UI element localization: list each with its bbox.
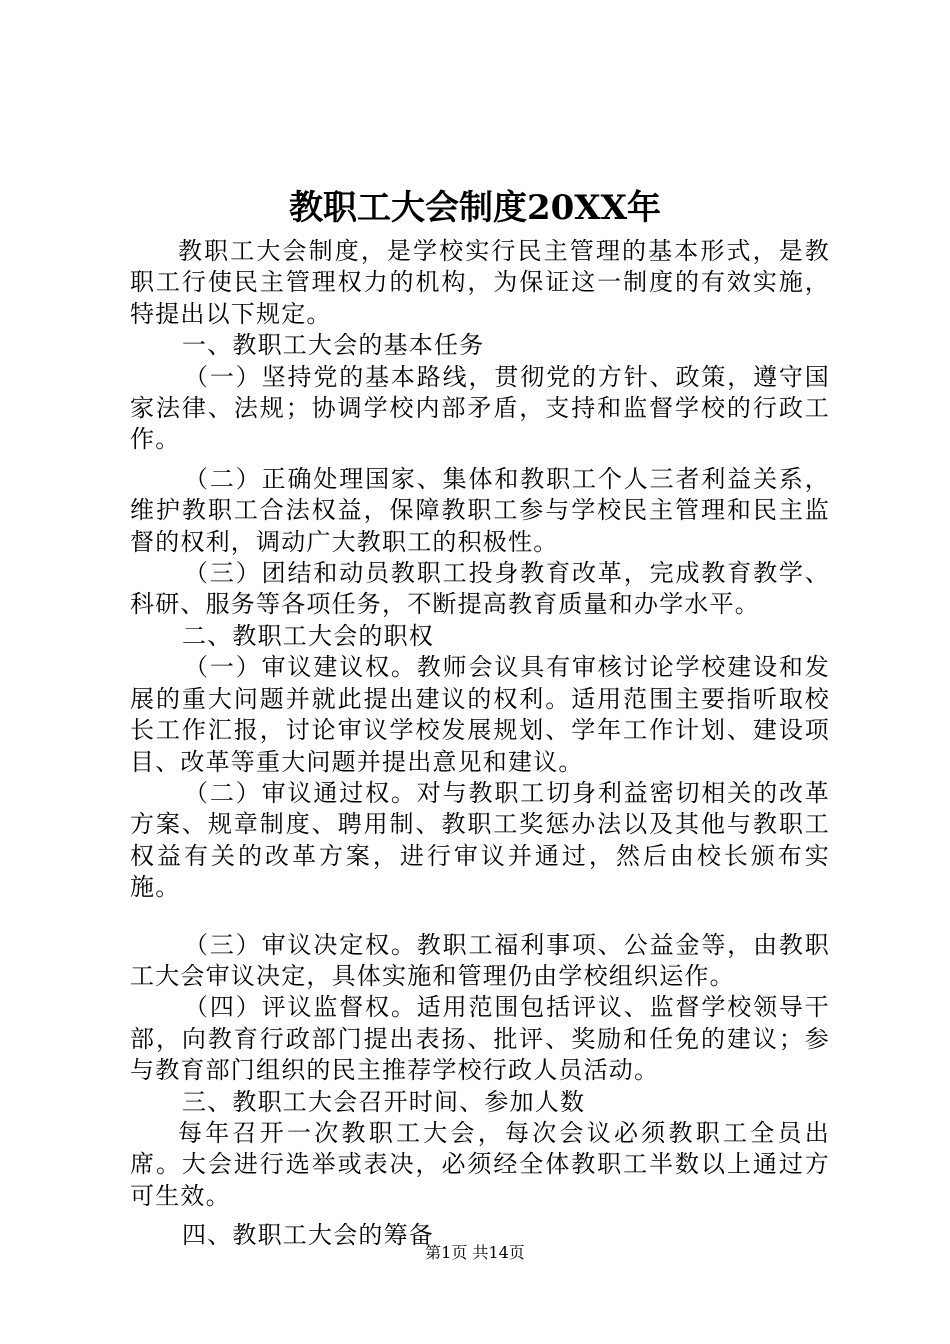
section-heading-4: 四、教职工大会的筹备 — [182, 1221, 434, 1250]
intro-paragraph: 教职工大会制度，是学校实行民主管理的基本形式，是教职工行使民主管理权力的机构，为保证这一制度的有效实施，特提出以下规定。 — [130, 237, 830, 328]
document-body — [130, 236, 830, 1252]
section-heading-2: 二、教职工大会的职权 — [182, 621, 434, 650]
section-heading-1: 一、教职工大会的基本任务 — [182, 331, 485, 360]
section-heading-3: 三、教职工大会召开时间、参加人数 — [182, 1087, 586, 1116]
section-3-paragraph: 每年召开一次教职工大会，每次会议必须教职工全员出席。大会进行选举或表决，必须经全体教职工半数以上通过方可生效。 — [130, 1118, 830, 1210]
section-2-item-1: （一）审议建议权。教师会议具有审核讨论学校建设和发展的重大问题并就此提出建议的权利。适用范围主要指听取校长工作汇报，讨论审议学校发展规划、学年工作计划、建设项目、改革等重大问题并提出意见和建议。 — [130, 653, 830, 776]
section-1-item-3: （三）团结和动员教职工投身教育改革，完成教育教学、科研、服务等各项任务，不断提高教育质量和办学水平。 — [130, 559, 830, 619]
section-2-item-4: （四）评议监督权。适用范围包括评议、监督学校领导干部，向教育行政部门提出表扬、批评、奖励和任免的建议；参与教育部门组织的民主推荐学校行政人员活动。 — [130, 993, 830, 1085]
section-2-item-2: （二）审议通过权。对与教职工切身利益密切相关的改革方案、规章制度、聘用制、教职工奖惩办法以及其他与教职工权益有关的改革方案，进行审议并通过，然后由校长颁布实施。 — [130, 778, 830, 902]
section-1-item-1: （一）坚持党的基本路线，贯彻党的方针、政策，遵守国家法律、法规；协调学校内部矛盾，支持和监督学校的行政工作。 — [130, 362, 830, 454]
page-number-footer: 第1页 共14页 — [425, 1243, 525, 1262]
document-title: 教职工大会制度20XX年 — [288, 188, 662, 228]
section-2-item-3: （三）审议决定权。教职工福利事项、公益金等，由教职工大会审议决定，具体实施和管理仍由学校组织运作。 — [130, 930, 830, 990]
section-1-item-2: （二）正确处理国家、集体和教职工个人三者利益关系，维护教职工合法权益，保障教职工参与学校民主管理和民主监督的权利，调动广大教职工的积极性。 — [130, 464, 830, 556]
